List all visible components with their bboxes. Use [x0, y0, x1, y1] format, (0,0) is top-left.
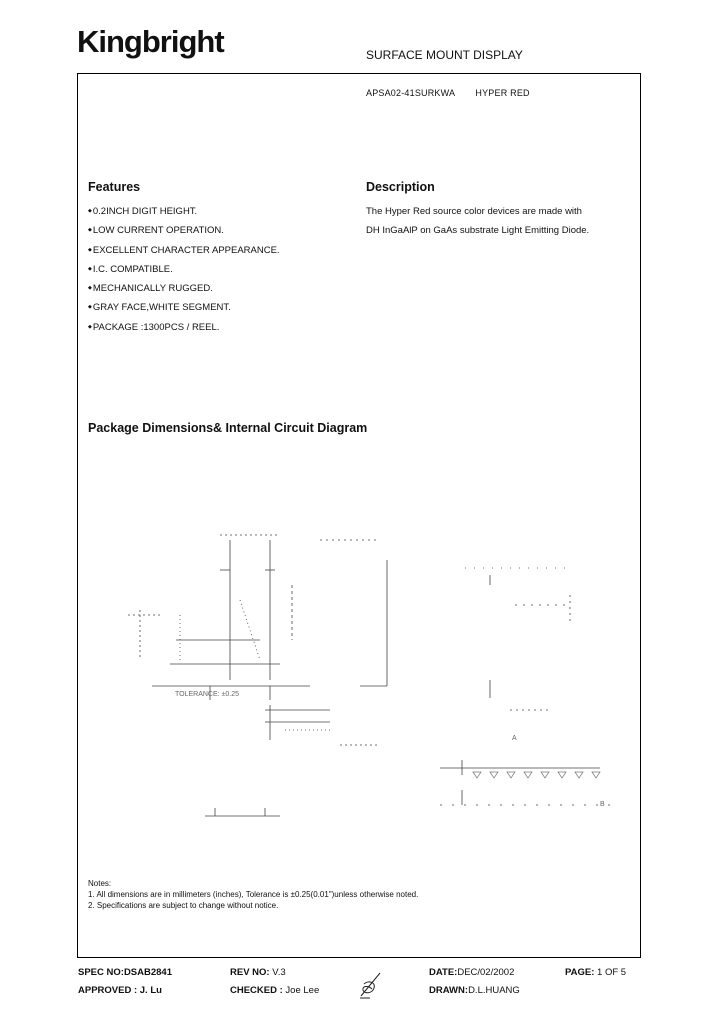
signature-mark-icon — [358, 970, 384, 1000]
feature-item: ◆ 0.2INCH DIGIT HEIGHT. — [88, 202, 280, 221]
checked-label: CHECKED : — [230, 985, 286, 996]
drawn-label: DRAWN: — [429, 985, 469, 996]
part-number-line — [366, 88, 530, 98]
drawing-label-b: B — [600, 801, 605, 808]
feature-item: ◆ I.C. COMPATIBLE. — [88, 260, 280, 279]
approved-value: J. Lu — [139, 985, 162, 996]
features-list — [88, 202, 280, 337]
drawn-value: D.L.HUANG — [468, 985, 520, 996]
description-heading: Description — [366, 180, 435, 194]
date-label: DATE: — [429, 967, 458, 978]
document-title: SURFACE MOUNT DISPLAY — [366, 48, 523, 62]
feature-item: ◆ LOW CURRENT OPERATION. — [88, 221, 280, 240]
drawing-label-a: A — [512, 735, 517, 742]
feature-item: ◆ EXCELLENT CHARACTER APPEARANCE. — [88, 241, 280, 260]
description-line: DH InGaAlP on GaAs substrate Light Emitting Diode. — [366, 225, 590, 237]
page-value: 1 OF 5 — [597, 967, 627, 978]
date-value: DEC/02/2002 — [457, 967, 515, 978]
approved-label: APPROVED : — [78, 985, 140, 996]
notes-block — [88, 878, 418, 911]
part-number: APSA02-41SURKWA — [366, 88, 455, 98]
note-item: 1. All dimensions are in millimeters (inches), Tolerance is ±0.25(0.01")unless otherwise noted. — [88, 890, 419, 899]
rev-label: REV NO: — [230, 967, 273, 978]
document-date — [429, 967, 514, 978]
approved-by — [78, 985, 162, 996]
feature-item: ◆ PACKAGE :1300PCS / REEL. — [88, 318, 280, 337]
note-item: 2. Specifications are subject to change without notice. — [88, 901, 279, 910]
checked-by — [230, 985, 319, 996]
checked-value: Joe Lee — [285, 985, 320, 996]
spec-number — [78, 967, 172, 978]
part-color: HYPER RED — [475, 88, 530, 98]
rev-value: V.3 — [272, 967, 286, 978]
feature-item: ◆ MECHANICALLY RUGGED. — [88, 279, 280, 298]
package-heading: Package Dimensions& Internal Circuit Diagram — [88, 421, 368, 435]
notes-title: Notes: — [88, 879, 112, 888]
drawing-tolerance-label: TOLERANCE: ±0.25 — [175, 691, 240, 698]
spec-label: SPEC NO: — [78, 967, 124, 978]
features-heading: Features — [88, 180, 141, 194]
revision-number — [230, 967, 286, 978]
kingbright-logo: Kingbright — [77, 24, 224, 59]
page-label: PAGE: — [565, 967, 598, 978]
feature-item: ◆ GRAY FACE,WHITE SEGMENT. — [88, 298, 280, 317]
description-line: The Hyper Red source color devices are made with — [366, 206, 582, 217]
package-dimension-drawing — [80, 500, 640, 830]
drawn-by — [429, 985, 520, 996]
page-number — [565, 967, 626, 978]
description-text — [366, 202, 628, 241]
spec-value: DSAB2841 — [123, 967, 172, 978]
